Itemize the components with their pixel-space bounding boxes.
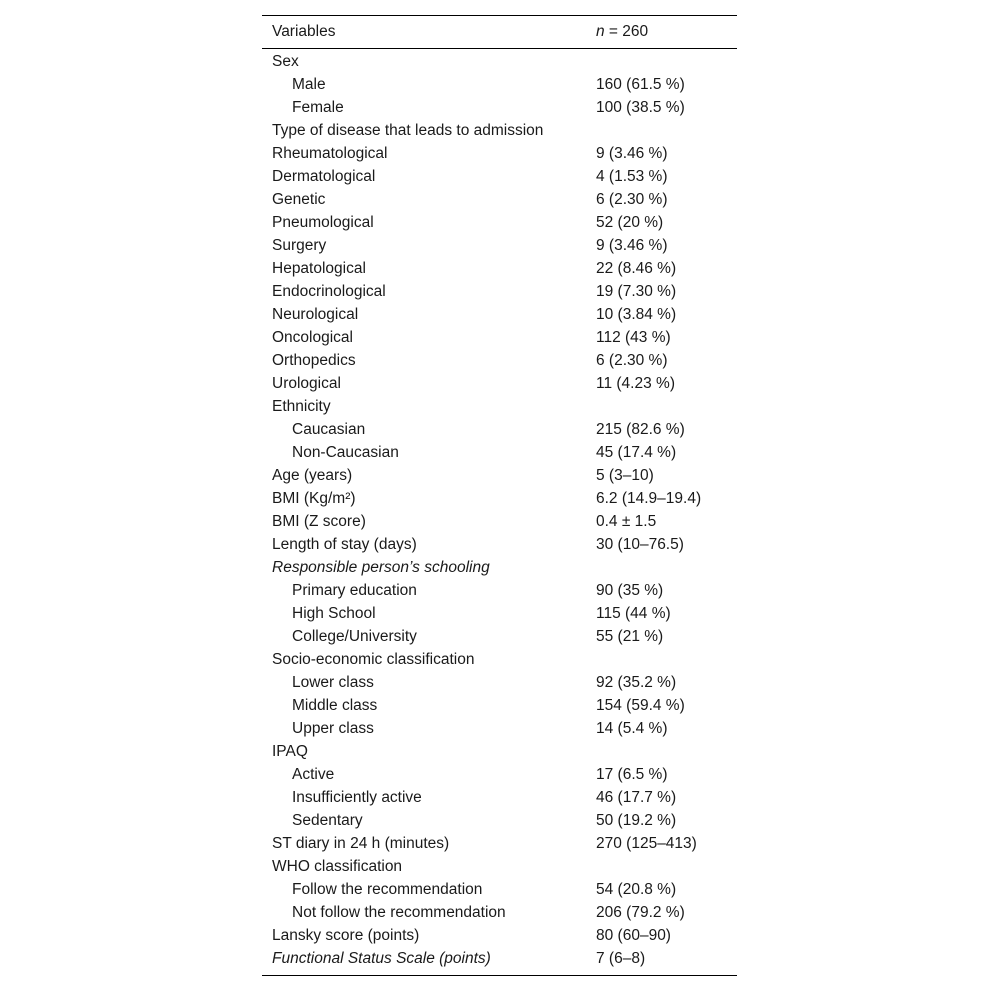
row-label: Responsible person’s schooling xyxy=(272,559,490,576)
table-row xyxy=(262,303,737,326)
row-label: Follow the recommendation xyxy=(292,881,483,898)
row-value: 17 (6.5 %) xyxy=(596,766,668,783)
bottom-rule xyxy=(262,975,737,976)
row-value: 5 (3–10) xyxy=(596,467,654,484)
row-label: Active xyxy=(292,766,335,783)
row-value xyxy=(596,395,737,418)
row-label: Neurological xyxy=(272,306,359,323)
table-row xyxy=(262,395,737,418)
row-value: 206 (79.2 %) xyxy=(596,904,685,921)
table-row xyxy=(262,280,737,303)
row-value: 30 (10–76.5) xyxy=(596,536,684,553)
row-value xyxy=(596,556,737,579)
row-label: High School xyxy=(292,605,376,622)
row-label: Lower class xyxy=(292,674,374,691)
row-label: WHO classification xyxy=(272,858,403,875)
row-value: 0.4 ± 1.5 xyxy=(596,513,657,530)
row-label: Oncological xyxy=(272,329,353,346)
table-row xyxy=(262,924,737,947)
row-value: 100 (38.5 %) xyxy=(596,99,685,116)
row-value: 22 (8.46 %) xyxy=(596,260,677,277)
row-value: 52 (20 %) xyxy=(596,214,664,231)
row-label: Female xyxy=(292,99,344,116)
table-row xyxy=(262,694,737,717)
row-label: Type of disease that leads to admission xyxy=(272,122,544,139)
table-row xyxy=(262,211,737,234)
row-label: Male xyxy=(292,76,326,93)
header-n xyxy=(596,16,737,48)
row-label: Primary education xyxy=(292,582,417,599)
row-label: Rheumatological xyxy=(272,145,388,162)
row-value: 6.2 (14.9–19.4) xyxy=(596,490,702,507)
row-value: 6 (2.30 %) xyxy=(596,191,668,208)
table-row xyxy=(262,372,737,395)
table-row xyxy=(262,855,737,878)
row-value: 10 (3.84 %) xyxy=(596,306,677,323)
row-value: 9 (3.46 %) xyxy=(596,145,668,162)
table-row xyxy=(262,740,737,763)
header-n-symbol: n xyxy=(596,23,605,40)
table-row xyxy=(262,625,737,648)
row-label: Age (years) xyxy=(272,467,353,484)
row-label: Length of stay (days) xyxy=(272,536,417,553)
table-row xyxy=(262,901,737,924)
row-label: Middle class xyxy=(292,697,378,714)
table-row xyxy=(262,326,737,349)
row-value: 215 (82.6 %) xyxy=(596,421,685,438)
row-value: 90 (35 %) xyxy=(596,582,664,599)
table-row xyxy=(262,878,737,901)
row-value: 46 (17.7 %) xyxy=(596,789,677,806)
row-label: IPAQ xyxy=(272,743,308,760)
row-label: BMI (Z score) xyxy=(272,513,366,530)
table-row xyxy=(262,142,737,165)
table-row xyxy=(262,579,737,602)
table-row xyxy=(262,441,737,464)
row-value: 7 (6–8) xyxy=(596,950,646,967)
row-value: 80 (60–90) xyxy=(596,927,671,944)
row-label: Orthopedics xyxy=(272,352,356,369)
row-value: 160 (61.5 %) xyxy=(596,76,685,93)
table-row xyxy=(262,96,737,119)
row-value: 45 (17.4 %) xyxy=(596,444,677,461)
table-row xyxy=(262,947,737,970)
row-label: Dermatological xyxy=(272,168,376,185)
row-label: Upper class xyxy=(292,720,374,737)
row-value: 112 (43 %) xyxy=(596,329,671,346)
row-value: 55 (21 %) xyxy=(596,628,664,645)
table-row xyxy=(262,717,737,740)
table-row xyxy=(262,257,737,280)
row-value: 14 (5.4 %) xyxy=(596,720,668,737)
row-label: Lansky score (points) xyxy=(272,927,420,944)
row-label: Surgery xyxy=(272,237,327,254)
row-value: 11 (4.23 %) xyxy=(596,375,675,392)
table-row xyxy=(262,418,737,441)
table-row xyxy=(262,648,737,671)
table-row xyxy=(262,50,737,73)
row-value: 4 (1.53 %) xyxy=(596,168,668,185)
row-value xyxy=(596,855,737,878)
table-row xyxy=(262,349,737,372)
table-row xyxy=(262,556,737,579)
header-variables: Variables xyxy=(272,23,336,40)
table-row xyxy=(262,533,737,556)
table-body xyxy=(262,49,737,975)
characteristics-table xyxy=(262,15,737,976)
row-label: Genetic xyxy=(272,191,326,208)
row-label: Ethnicity xyxy=(272,398,331,415)
row-value: 154 (59.4 %) xyxy=(596,697,685,714)
row-value xyxy=(596,648,737,671)
table-row xyxy=(262,809,737,832)
table-row xyxy=(262,763,737,786)
row-value: 6 (2.30 %) xyxy=(596,352,668,369)
row-label: Hepatological xyxy=(272,260,366,277)
row-label: ST diary in 24 h (minutes) xyxy=(272,835,450,852)
row-value: 50 (19.2 %) xyxy=(596,812,677,829)
table-row xyxy=(262,832,737,855)
table-header xyxy=(262,16,737,48)
row-label: BMI (Kg/m²) xyxy=(272,490,356,507)
table-row xyxy=(262,234,737,257)
table-row xyxy=(262,602,737,625)
table-row xyxy=(262,487,737,510)
table-row xyxy=(262,671,737,694)
table-row xyxy=(262,119,737,142)
row-value xyxy=(596,740,737,763)
row-value: 270 (125–413) xyxy=(596,835,697,852)
table-row xyxy=(262,188,737,211)
row-label: Socio-economic classification xyxy=(272,651,475,668)
row-label: College/University xyxy=(292,628,417,645)
table-row xyxy=(262,165,737,188)
row-value xyxy=(596,119,737,142)
table-row xyxy=(262,464,737,487)
row-label: Sex xyxy=(272,53,299,70)
row-label: Sedentary xyxy=(292,812,363,829)
row-label: Urological xyxy=(272,375,341,392)
row-value: 19 (7.30 %) xyxy=(596,283,677,300)
row-label: Caucasian xyxy=(292,421,366,438)
row-label: Not follow the recommendation xyxy=(292,904,506,921)
row-value xyxy=(596,50,737,73)
row-label: Endocrinological xyxy=(272,283,386,300)
header-n-value: = 260 xyxy=(604,23,649,40)
table-row xyxy=(262,73,737,96)
table-row xyxy=(262,786,737,809)
row-label: Insufficiently active xyxy=(292,789,422,806)
row-value: 92 (35.2 %) xyxy=(596,674,677,691)
row-label: Non-Caucasian xyxy=(292,444,399,461)
row-value: 9 (3.46 %) xyxy=(596,237,668,254)
row-value: 54 (20.8 %) xyxy=(596,881,677,898)
row-label: Pneumological xyxy=(272,214,374,231)
table-row xyxy=(262,510,737,533)
row-value: 115 (44 %) xyxy=(596,605,671,622)
row-label: Functional Status Scale (points) xyxy=(272,950,491,967)
